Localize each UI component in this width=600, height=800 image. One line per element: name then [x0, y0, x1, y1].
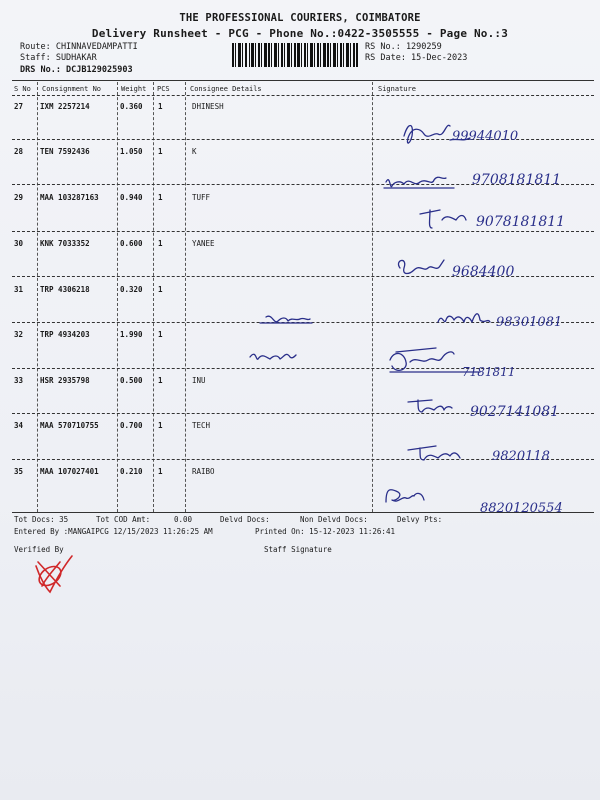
row-consignee: K	[192, 147, 197, 156]
col-consignment: Consignment No	[42, 85, 102, 93]
delivery-points: Delvy Pts:	[397, 515, 443, 524]
row-sno: 32	[14, 330, 24, 339]
row-weight: 1.990	[120, 330, 143, 339]
non-delivered-docs: Non Delvd Docs:	[300, 515, 368, 524]
drs-number: DRS No.: DCJB129025903	[20, 65, 133, 75]
row-pcs: 1	[158, 376, 163, 385]
row-pcs: 1	[158, 285, 163, 294]
row-weight: 0.600	[120, 239, 143, 248]
delivered-docs: Delvd Docs:	[220, 515, 270, 524]
row-consignment: TEN 7592436	[40, 147, 90, 156]
row-sno: 33	[14, 376, 24, 385]
row-weight: 0.320	[120, 285, 143, 294]
row-pcs: 1	[158, 330, 163, 339]
barcode-image	[232, 43, 358, 67]
row-consignee: TECH	[192, 421, 211, 430]
table-top-rule	[12, 80, 594, 81]
verified-stamp-mark	[30, 552, 74, 596]
row-weight: 0.360	[120, 102, 143, 111]
row-weight: 0.700	[120, 421, 143, 430]
row-consignment: IXM 2257214	[40, 102, 90, 111]
svg-text:9027141081: 9027141081	[470, 404, 560, 420]
runsheet-subtitle: Delivery Runsheet - PCG - Phone No.:0422-3505555 - Page No.:3	[91, 27, 509, 40]
col-sno: S No	[14, 85, 31, 93]
row-sno: 28	[14, 147, 24, 156]
staff-label: Staff: SUDHAKAR	[20, 53, 97, 63]
printed-on: Printed On: 15-12-2023 11:26:41	[255, 527, 395, 536]
row-consignment: HSR 2935798	[40, 376, 90, 385]
row-weight: 0.210	[120, 467, 143, 476]
col-pcs: PCS	[157, 85, 170, 93]
svg-text:98301081: 98301081	[496, 315, 563, 330]
col-rule	[153, 82, 154, 512]
route-label: Route: CHINNAVEDAMPATTI	[20, 42, 138, 52]
row-consignment: MAA 570710755	[40, 421, 99, 430]
col-rule	[185, 82, 186, 512]
row-weight: 0.940	[120, 193, 143, 202]
svg-text:7181811: 7181811	[462, 365, 516, 379]
row-sno: 34	[14, 421, 24, 430]
row-weight: 0.500	[120, 376, 143, 385]
footer-rule	[12, 512, 594, 513]
total-cod-label: Tot COD Amt:	[96, 515, 151, 524]
svg-text:8820120554: 8820120554	[480, 501, 563, 516]
row-pcs: 1	[158, 147, 163, 156]
row-sno: 27	[14, 102, 24, 111]
table-header-rule	[12, 95, 594, 96]
col-rule	[117, 82, 118, 512]
entered-by: Entered By :MANGAIPCG 12/15/2023 11:26:25 AM	[14, 527, 213, 536]
row-sno: 29	[14, 193, 24, 202]
col-rule	[37, 82, 38, 512]
svg-text:9708181811: 9708181811	[472, 172, 562, 188]
row-consignee: RAIBO	[192, 467, 215, 476]
row-consignment: KNK 7033352	[40, 239, 90, 248]
svg-text:9820118: 9820118	[492, 449, 550, 464]
row-pcs: 1	[158, 193, 163, 202]
handwritten-signatures	[372, 110, 600, 520]
row-consignee: YANEE	[192, 239, 215, 248]
row-weight: 1.050	[120, 147, 143, 156]
row-pcs: 1	[158, 467, 163, 476]
row-pcs: 1	[158, 239, 163, 248]
stray-signatures	[240, 305, 330, 375]
total-cod-value: 0.00	[174, 515, 193, 524]
row-consignment: MAA 107027401	[40, 467, 99, 476]
svg-text:9684400: 9684400	[452, 264, 515, 280]
staff-signature-label: Staff Signature	[264, 545, 332, 554]
row-consignment: MAA 103287163	[40, 193, 99, 202]
rs-date: RS Date: 15-Dec-2023	[365, 53, 468, 63]
row-pcs: 1	[158, 102, 163, 111]
col-weight: Weight	[121, 85, 147, 93]
row-consignment: TRP 4934203	[40, 330, 90, 339]
row-sno: 35	[14, 467, 24, 476]
col-signature: Signature	[378, 85, 416, 93]
row-consignment: TRP 4306218	[40, 285, 90, 294]
row-consignee: DHINESH	[192, 102, 224, 111]
row-sno: 30	[14, 239, 24, 248]
svg-text:9078181811: 9078181811	[476, 214, 566, 230]
row-consignee: TUFF	[192, 193, 211, 202]
company-title: THE PROFESSIONAL COURIERS, COIMBATORE	[179, 12, 421, 24]
row-pcs: 1	[158, 421, 163, 430]
verified-by-label: Verified By	[14, 545, 64, 554]
total-docs: Tot Docs: 35	[14, 515, 69, 524]
svg-text:99944010: 99944010	[452, 129, 519, 144]
col-consignee-details: Consignee Details	[190, 85, 262, 93]
row-sno: 31	[14, 285, 24, 294]
rs-number: RS No.: 1290259	[365, 42, 442, 52]
row-consignee: INU	[192, 376, 206, 385]
